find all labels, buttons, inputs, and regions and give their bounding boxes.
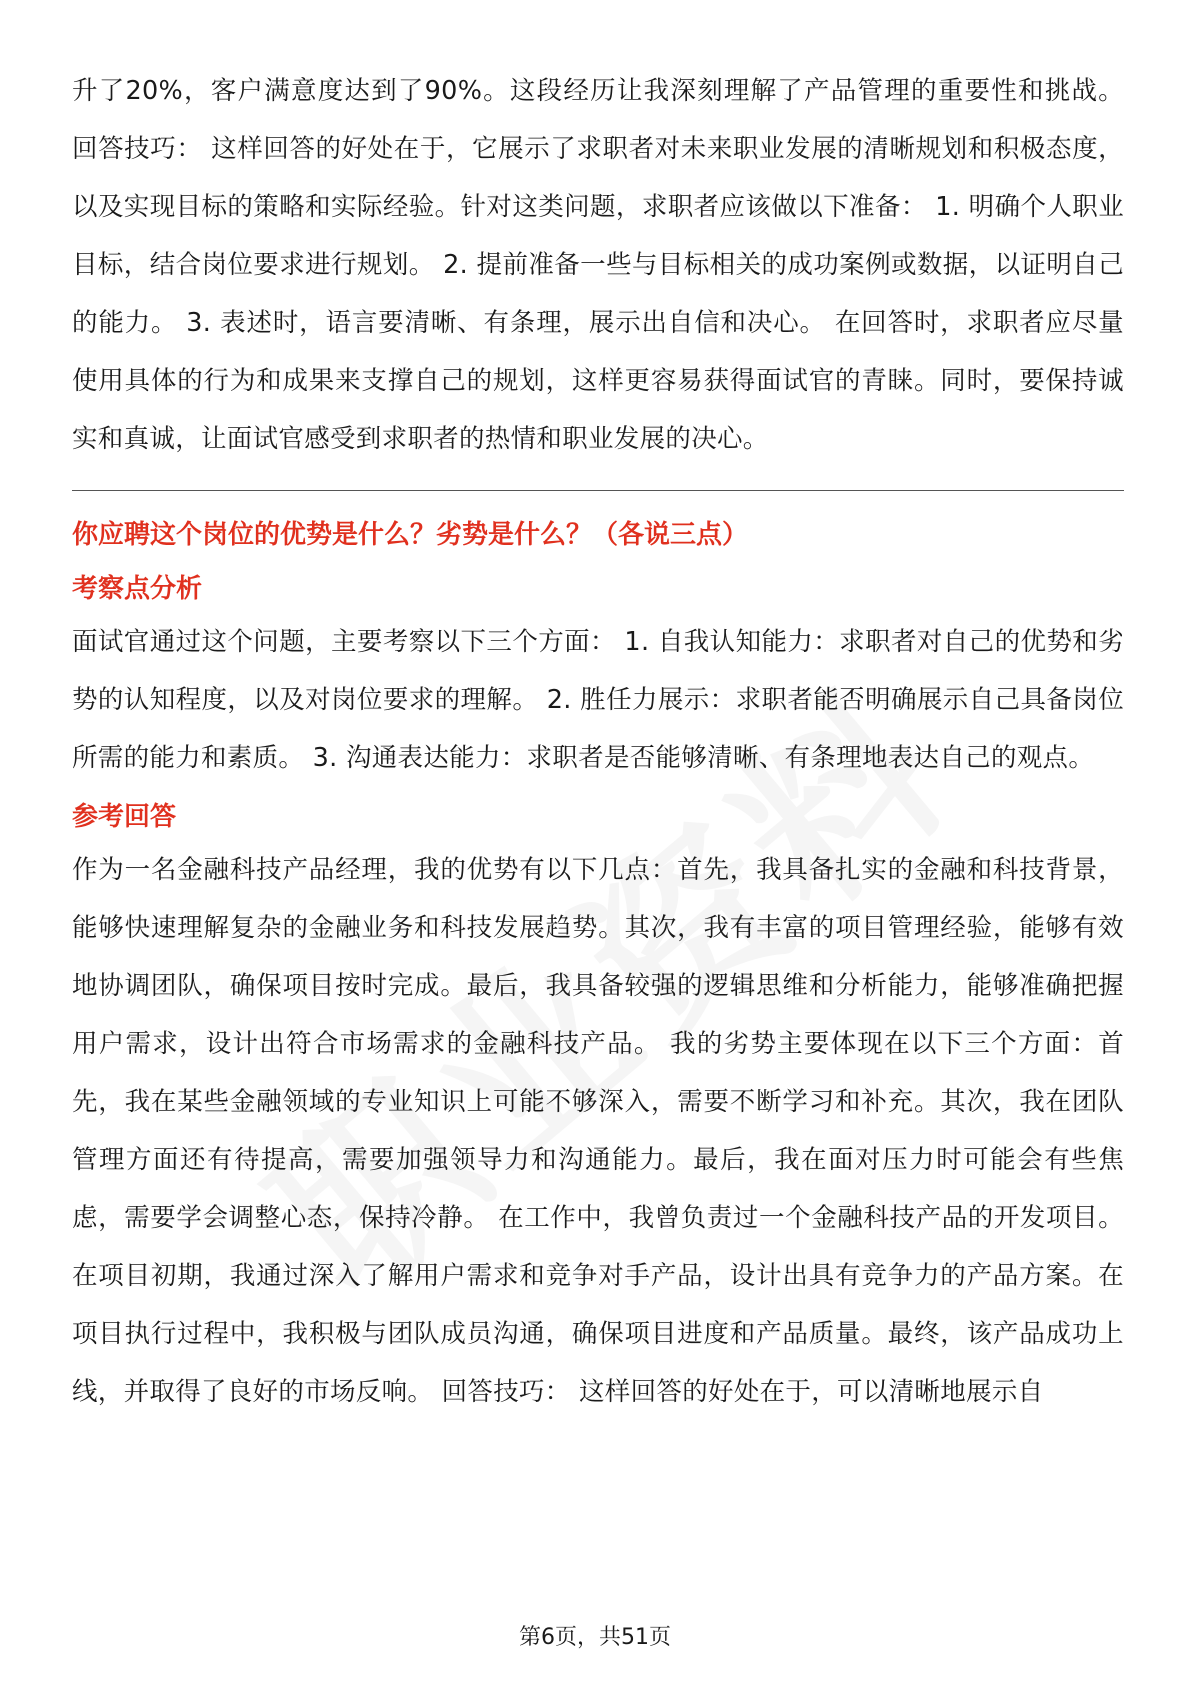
section-divider bbox=[72, 490, 1124, 491]
intro-paragraph: 升了20%，客户满意度达到了90%。这段经历让我深刻理解了产品管理的重要性和挑战。 回答技巧： 这样回答的好处在于，它展示了求职者对未来职业发展的清晰规划和积极态度，以及实现目标的策略和实际经验。针对这类问题，求职者应该做以下准备： 1. 明确个人职业目标，结合岗位要求进行规划。 2. 提前准备一些与目标相关的成功案例或数据，以证明自己的能力。 3. 表述时，语言要清晰、有条理，展示出自信和决心。 在回答时，求职者应尽量使用具体的行为和成果来支撑自己的规划，这样更容易获得面试官的青睐。同时，要保持诚实和真诚，让面试官感受到求职者的热情和职业发展的决心。 bbox=[72, 76, 1124, 454]
analysis-text: 面试官通过这个问题，主要考察以下三个方面： 1. 自我认知能力：求职者对自己的优势和劣势的认知程度，以及对岗位要求的理解。 2. 胜任力展示：求职者能否明确展示自己具备岗位所需的能力和素质。 3. 沟通表达能力：求职者是否能够清晰、有条理地表达自己的观点。 bbox=[72, 627, 1124, 773]
analysis-heading: 考察点分析 bbox=[72, 574, 203, 604]
document-page bbox=[72, 62, 1124, 1421]
answer-heading: 参考回答 bbox=[72, 802, 177, 832]
answer-text: 作为一名金融科技产品经理，我的优势有以下几点：首先，我具备扎实的金融和科技背景，能够快速理解复杂的金融业务和科技发展趋势。其次，我有丰富的项目管理经验，能够有效地协调团队，确保项目按时完成。最后，我具备较强的逻辑思维和分析能力，能够准确把握用户需求，设计出符合市场需求的金融科技产品。 我的劣势主要体现在以下三个方面：首先，我在某些金融领域的专业知识上可能不够深入，需要不断学习和补充。其次，我在团队管理方面还有待提高，需要加强领导力和沟通能力。最后，我在面对压力时可能会有些焦虑，需要学会调整心态，保持冷静。 在工作中，我曾负责过一个金融科技产品的开发项目。在项目初期，我通过深入了解用户需求和竞争对手产品，设计出具有竞争力的产品方案。在项目执行过程中，我积极与团队成员沟通，确保项目进度和产品质量。最终，该产品成功上线，并取得了良好的市场反响。 回答技巧： 这样回答的好处在于，可以清晰地展示自 bbox=[72, 855, 1124, 1407]
question-title: 你应聘这个岗位的优势是什么？劣势是什么？（各说三点） bbox=[72, 520, 749, 550]
page-footer: 第6页，共51页 bbox=[519, 1625, 671, 1650]
